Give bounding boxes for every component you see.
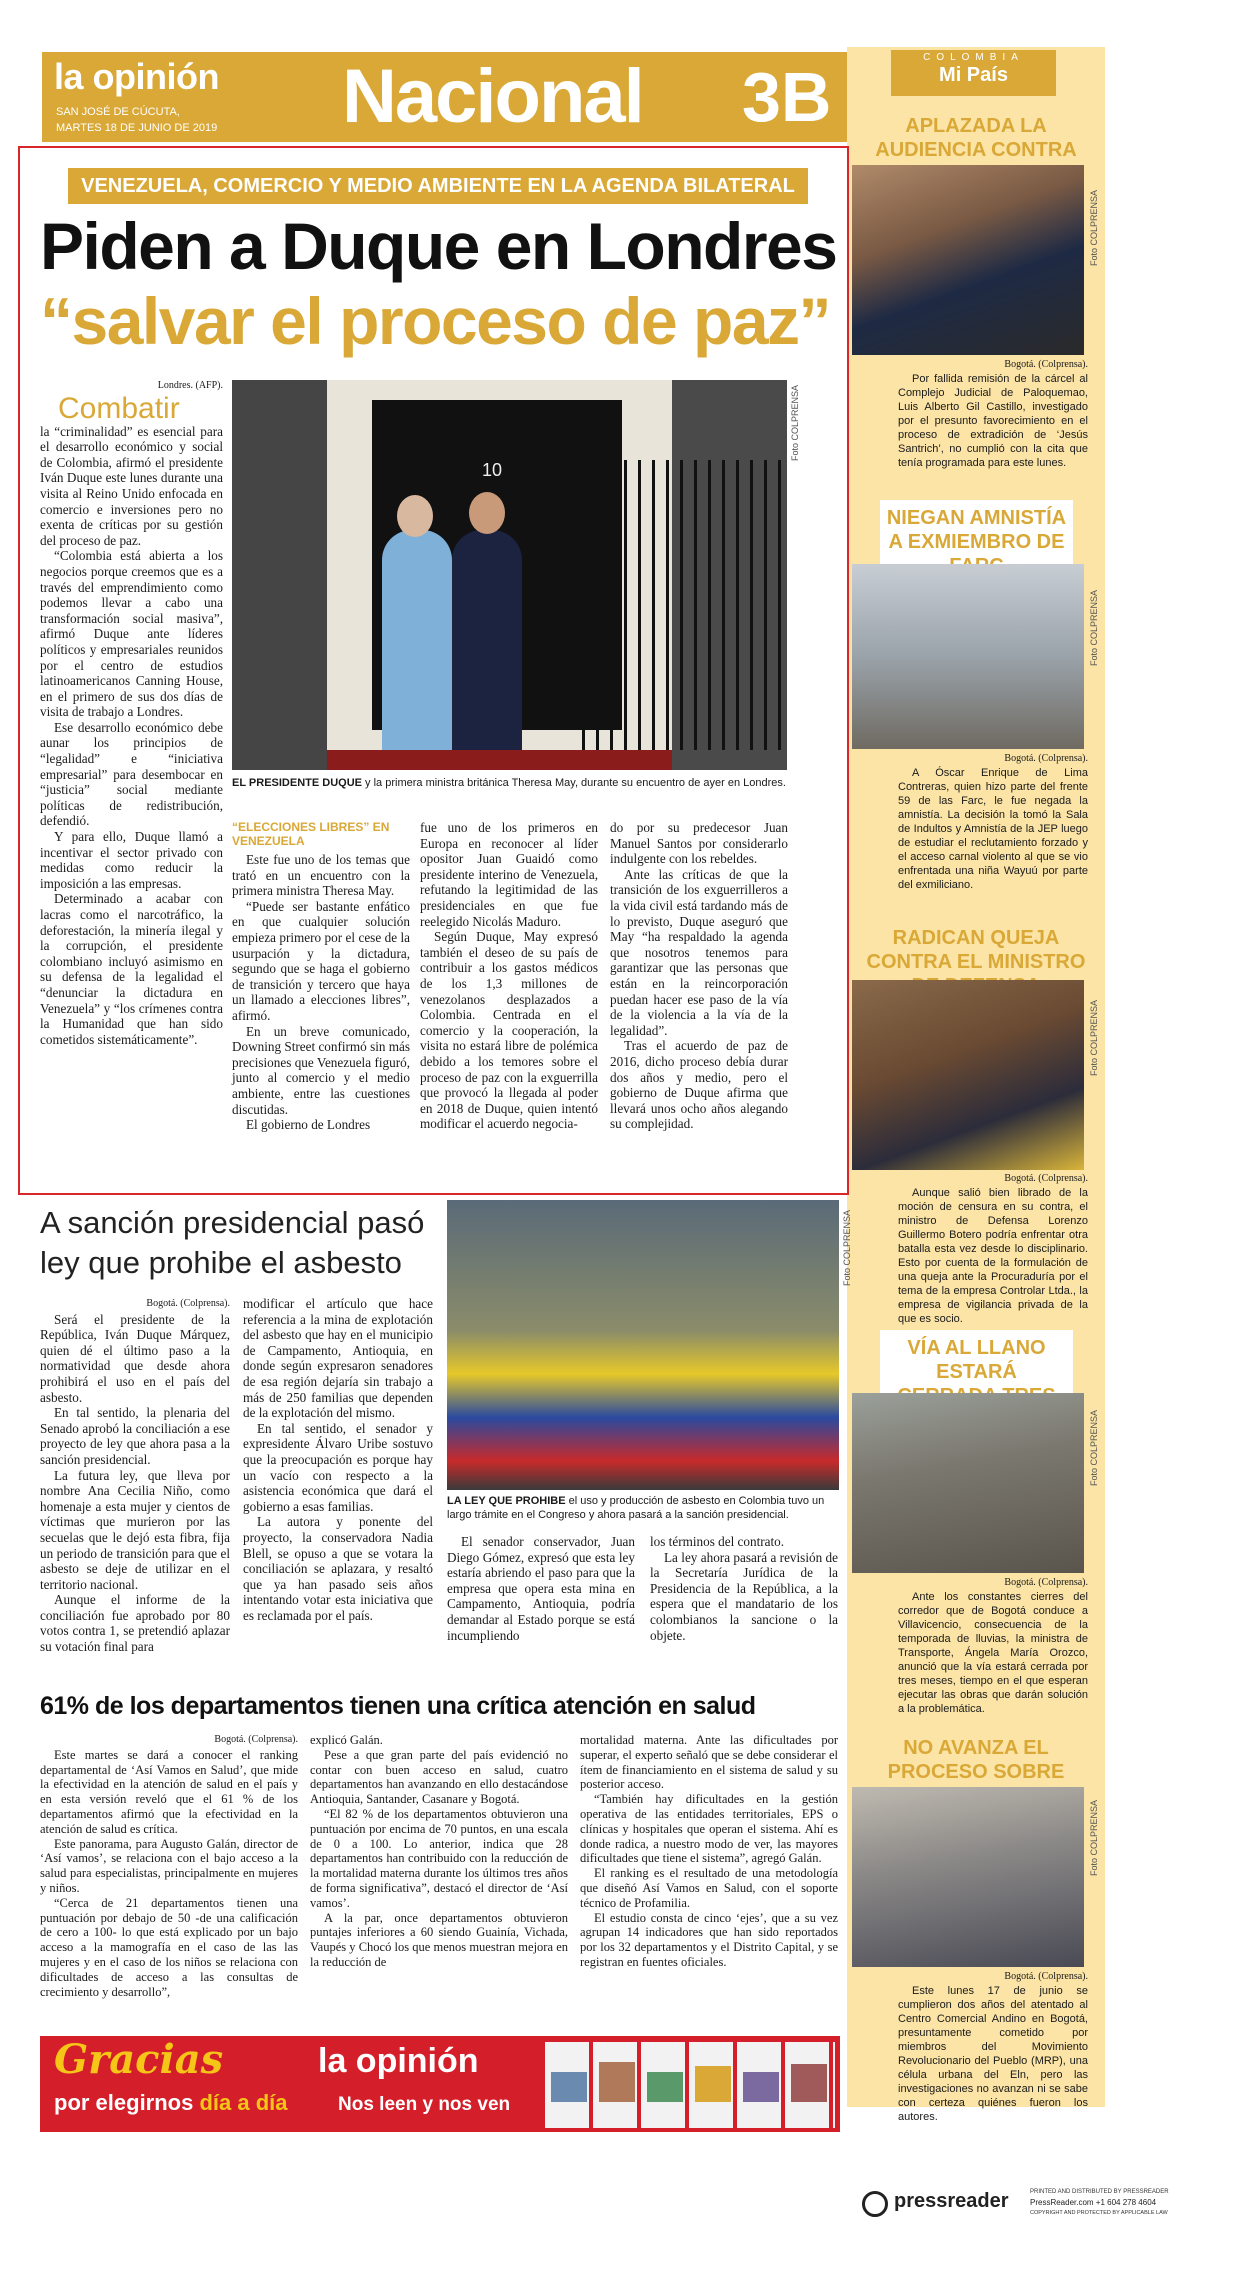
paragraph: Determinado a acabar con lacras como el narcotráfico, la deforestación, la minería ilegal y la corrupción, el presidente colombiano incluyó asimismo en su defensa de la legalidad el “denunciar la dictadura en Venezuela” y “los crímenes contra la Humanidad que han sido cometidos sistemáticamente”. (40, 891, 223, 1047)
lead-column-1 (40, 378, 223, 1047)
dateline: Bogotá. (Colprensa). (1004, 1577, 1088, 1588)
dateline: Bogotá. (Colprensa). (214, 1734, 298, 1745)
caption-bold: LA LEY QUE PROHIBE (447, 1495, 566, 1507)
paragraph: Ese desarrollo económico debe aunar los principios de “legalidad” e “iniciativa empresarial” para desembocar en “justicia” social mediante políticas de redistribución, defendió. (40, 719, 223, 829)
asbestos-photo (447, 1200, 839, 1490)
asbestos-column-4 (650, 1534, 838, 1643)
paragraph: El senador conservador, Juan Diego Gómez, expresó que esta ley estaría abriendo el paso para que la empresa que opera esta mina en Campamento, Antioquia, podría demandar al Estado porque se está incumpliendo (447, 1534, 635, 1643)
paragraph: “Cerca de 21 departamentos tienen una puntuación por debajo de 50 -de una calificación de cero a 100- lo que está explicado por un bajo acceso a la mamografía en el caso de las las mujeres y en el caso de los niños se relaciona con dificultades de acceso a las consultas de crecimiento y desarrollo”, (40, 1895, 298, 1999)
paragraph: Este martes se dará a conocer el ranking departamental de ‘Así Vamos en Salud’, que mide la efectividad en la atención de salud en el país y en esta versión reveló que el 61 % de los departamentos afirmó que la efectividad en la atención de salud es crítica. (40, 1747, 298, 1836)
paragraph: “El 82 % de los departamentos obtuvieron una puntuación por encima de 70 puntos, en una escala de 0 a 100. Lo anterior, indica que 28 departamentos han contribuido con la reducción de la mortalidad materna durante los últimos tres años de forma significativa”, destacó el director de ‘Así vamos’. (310, 1806, 568, 1910)
sidebar-headline: APLAZADA LA AUDIENCIA CONTRA (875, 115, 1077, 161)
sidebar-photo-gil (852, 165, 1084, 355)
paragraph: El estudio consta de cinco ‘ejes’, que a su vez agrupan 14 indicadores que han sido reportados por los 32 departamentos y el Distrito Capital, y se registran en fuentes oficiales. (580, 1910, 838, 1969)
photo-credit: Foto COLPRENSA (842, 1210, 852, 1287)
collage-photo (695, 2066, 731, 2102)
paragraph: El ranking es el resultado de una metodología que diseñó Así Vamos en Salud, con el soporte técnico de Profamilia. (580, 1866, 838, 1910)
paragraph: En tal sentido, la plenaria del Senado aprobó la conciliación a ese proyecto de ley que ahora pasa a la sanción presidencial. (40, 1405, 230, 1467)
sidebar-country: COLOMBIA (923, 52, 1024, 63)
headline-line: A sanción presidencial pasó (40, 1205, 425, 1240)
masthead (42, 52, 847, 142)
sidebar-text (898, 1172, 1088, 1326)
footer-line: PressReader.com +1 604 278 4604 (1030, 2198, 1157, 2207)
paragraph: “Puede ser bastante enfático en que cualquier solución empieza primero por el cese de la usurpación y la dictadura, segundo que se haga el gobierno de transición y tercero que haya un llamado a elecciones libres”, afirmó. (232, 898, 410, 1023)
footer-line: COPYRIGHT AND PROTECTED BY APPLICABLE LAW (1030, 2210, 1168, 2216)
dateline: Londres. (AFP). (157, 380, 223, 391)
paragraph: Y para ello, Duque llamó a incentivar el sector privado con medidas como reducir la imposición a las empresas. (40, 829, 223, 891)
masthead-date: MARTES 18 DE JUNIO DE 2019 (56, 122, 218, 134)
dateline: Bogotá. (Colprensa). (1004, 1173, 1088, 1184)
caption-text: y la primera ministra británica Theresa May, durante su encuentro de ayer en Londres. (362, 777, 786, 789)
sidebar-body: A Óscar Enrique de Lima Contreras, quien hizo parte del frente 59 de las Farc, le fue negada la amnistía. La decisión la tomó la Sala de Indultos y Amnistía de la JEP luego de estudiar el reclutamiento forzado y el acceso carnal violento al que se vio enfrentada una niña Wayuú por parte del exmiliciano. (898, 767, 1088, 891)
lead-column-4 (610, 820, 788, 1132)
paragraph: “Colombia está abierta a los negocios porque creemos que es a través del emprendimiento como podemos llevar a cabo una transformación social masiva”, afirmó Duque ante líderes políticos y empresariales reunidos por el centro de estudios latinoamericanos Canning House, en el primero de sus dos días de visita de trabajo a Londres. (40, 548, 223, 720)
paragraph: El gobierno de Londres (246, 1117, 371, 1133)
ad-logo: la opinión (318, 2042, 479, 2080)
ad-tagline-part: por elegirnos (54, 2090, 200, 2115)
paragraph: Pese a que gran parte del país evidenció no contar con buen acceso en salud, cuatro departamentos han avanzando en ello destacándose Antioquia, Santander, Casanare y Bogotá. (310, 1747, 568, 1807)
sidebar-text (898, 1576, 1088, 1716)
paragraph: En un breve comunicado, Downing Street confirmó sin más precisiones que Venezuela figuró, junto al comercio y el medio ambiente, entre las cuestiones discutidas. (232, 1023, 411, 1117)
drop-word: Combatir (58, 391, 180, 425)
photo-credit: Foto COLPRENSA (1089, 190, 1099, 267)
masthead-city: SAN JOSÉ DE CÚCUTA, (56, 106, 180, 118)
paragraph: mortalidad materna. Ante las dificultades por superar, el experto señaló que se debe considerar el ítem de financiamiento en el sistema de salud y su posterior acceso. (580, 1733, 838, 1792)
sidebar-photo-road (852, 1393, 1084, 1573)
ad-tagline (54, 2090, 288, 2116)
dateline: Bogotá. (Colprensa). (146, 1298, 230, 1309)
footer-line: PRINTED AND DISTRIBUTED BY PRESSREADER (1030, 2189, 1169, 2195)
asbestos-headline (40, 1203, 440, 1283)
photo-credit: Foto COLPRENSA (1089, 590, 1099, 667)
door-number: 10 (482, 460, 503, 480)
sidebar-photo-andino (852, 1787, 1084, 1967)
lead-headline-quote: “salvar el proceso de paz” (40, 284, 831, 358)
paragraph: la “criminalidad” es esencial para el desarrollo económico y social de Colombia, afirmó el presidente Iván Duque este lunes durante una visita al Reino Unido enfocada en comercio e inversiones pero no exenta de críticas por su gestión del proceso de paz. (40, 423, 223, 548)
photo-credit: Foto COLPRENSA (790, 385, 800, 462)
health-column-1 (40, 1733, 298, 1999)
person-may-head (397, 495, 433, 537)
collage-photo (599, 2062, 635, 2102)
lead-column-2 (232, 820, 410, 1133)
headline-line: ley que prohibe el asbesto (40, 1245, 402, 1280)
paragraph: Este fue uno de los temas que trató en un encuentro con la primera ministra Theresa May. (232, 852, 410, 899)
sidebar-headline: NO AVANZA EL PROCESO SOBRE (887, 1737, 1065, 1783)
paragraph: Según Duque, May expresó también el deseo de su país de contribuir a los gastos médicos de los 1,3 millones de venezolanos desplazados a Colombia. Centrada en el comercio y la cooperación, la visita no estará libre de polémica debido a los temores sobre el proceso de paz con la exguerrilla que provocó la llegada al poder en 2018 de Duque, quien intentó modificar el acuerdo negocia- (420, 929, 598, 1132)
page-number: 3B (742, 58, 832, 136)
sidebar-body: Por fallida remisión de la cárcel al Complejo Judicial de Paloquemao, Luis Alberto Gil Castillo, investigado por el presunto favorecimiento en el proceso de extradición de ‘Jesús Santrich’, no cumplió con la cita que tenía programada para este lunes. (898, 373, 1088, 469)
paragraph: La futura ley, que lleva por nombre Ana Cecilia Niño, como homenaje a esta mujer y cientos de víctimas que murieron por las secuelas que le dejó esta fibra, fija un periodo de transición para que el asbesto se deje de utilizar en el territorio nacional. (40, 1467, 230, 1592)
ad-banner[interactable] (40, 2036, 840, 2132)
collage-photo (551, 2072, 587, 2102)
lead-caption (232, 776, 792, 790)
paragraph: A la par, once departamentos obtuvieron puntajes inferiores a 60 siendo Guainía, Vichada, Vaupés y Chocó los que menos muestran mejora en la reducción de (310, 1910, 568, 1969)
lead-column-3 (420, 820, 598, 1132)
paragraph: Aunque el informe de la conciliación fue aprobado por 80 votos contra 1, se pretendió aplazar su votación final para (40, 1592, 230, 1655)
kicker-text: VENEZUELA, COMERCIO Y MEDIO AMBIENTE EN LA AGENDA BILATERAL (81, 175, 795, 197)
ad-newspaper-collage (545, 2042, 835, 2128)
pressreader-footer[interactable] (862, 2187, 1169, 2227)
lead-headline: Piden a Duque en Londres (40, 209, 837, 283)
ad-slogan: Nos leen y nos ven (338, 2094, 511, 2115)
sidebar-body: Este lunes 17 de junio se cumplieron dos años del atentado al Centro Comercial Andino en Bogotá, presuntamente cometido por miembros del Movimiento Revolucionario del Pueblo (MRP), una célula urbana del Eln, pero las investigaciones no avanzan ni se sabe con certeza quiénes fueron los autores. (898, 1985, 1088, 2123)
health-column-2 (310, 1733, 568, 1970)
sidebar-header (891, 50, 1056, 96)
dateline: Bogotá. (Colprensa). (1004, 359, 1088, 370)
photo-credit: Foto COLPRENSA (1089, 1800, 1099, 1877)
paragraph: Ante las críticas de que la transición de los exguerrilleros a la vida civil está tardando más de lo previsto, Duque aseguró que May “ha respaldado la agenda que nosotros tenemos para garantizar que las personas que están en la reincorporación puedan hacer ese paso de la vía de la violencia a la vía de la legalidad”. (610, 866, 788, 1038)
caption-text: el uso y producción de asbesto en Colombia tuvo un largo trámite en el Congreso y ahora pasará a la sanción presidencial. (447, 1495, 825, 1521)
subhead: “ELECCIONES LIBRES” EN VENEZUELA (232, 820, 390, 848)
asbestos-column-3 (447, 1534, 635, 1643)
collage-photo (791, 2064, 827, 2102)
ad-tagline-accent: día a día (199, 2090, 288, 2115)
caption-bold: EL PRESIDENTE DUQUE (232, 777, 362, 789)
paragraph: fue uno de los primeros en Europa en reconocer al líder opositor Juan Guaidó como presidente interino de Venezuela, refutando la legitimidad de las presidenciales en que fue reelegido Nicolás Maduro. (420, 820, 598, 929)
paragraph: La autora y ponente del proyecto, la conservadora Nadia Blell, se opuso a que se votara la conciliación se aplazara, y resaltó que ya han pasado seis años intentando votar esta iniciativa que es reclamada por el país. (243, 1514, 433, 1623)
railings (582, 460, 787, 750)
person-duque (452, 530, 522, 760)
sidebar-headline: NIEGAN AMNISTÍA A EXMIEMBRO DE (880, 500, 1073, 566)
paragraph: Será el presidente de la República, Iván Duque Márquez, quien dé el último paso a la normatividad que desde ahora prohibirá el uso en el país del asbesto. (40, 1311, 230, 1405)
sidebar-body: Aunque salió bien librado de la moción de censura en su contra, el ministro de Defensa Lorenzo Guillermo Botero podría enfrentar otra batalla esta vez desde lo disciplinario. Esto por cuenta de la formulación de una queja ante la Procuraduría por el tema de la empresa Controlar Ltda., la empresa de vigilancia privada de la que es socio. (898, 1187, 1088, 1325)
sidebar-photo-jep (852, 564, 1084, 749)
sidebar-headline: RADICAN QUEJA CONTRA EL MINISTRO (866, 927, 1086, 973)
paragraph: explicó Galán. (310, 1733, 383, 1747)
paragraph: “También hay dificultades en la gestión operativa de las entidades territoriales, EPS o clínicas y hospitales que operan el sistema. Ahí es donde radica, a nuestro modo de ver, las mayores dificultades que tiene el sistema”, agregó Galán. (580, 1792, 838, 1866)
health-headline: 61% de los departamentos tienen una crítica atención en salud (40, 1692, 756, 1720)
asbestos-caption (447, 1494, 839, 1522)
person-duque-head (469, 492, 505, 534)
photo-credit: Foto COLPRENSA (1089, 1000, 1099, 1077)
lead-kicker (68, 168, 808, 204)
person-may (382, 530, 452, 755)
sidebar-headline: VÍA AL LLANO ESTARÁ (880, 1330, 1073, 1396)
asbestos-column-1 (40, 1296, 230, 1655)
paragraph: Este panorama, para Augusto Galán, director de ‘Así vamos’, se relaciona con el bajo acceso a la salud para especialistas, principalmente en mujeres y niños. (40, 1836, 298, 1895)
sidebar-body: Ante los constantes cierres del corredor que de Bogotá conduce a Villavicencio, consecuencia de la temporada de lluvias, la ministra de Transporte, Ángela María Orozco, anunció que la vía estará cerrada por tres meses, tiempo en el que esperan ejecutar las obras que darán solución a la problemática. (898, 1591, 1088, 1715)
section-title: Nacional (342, 54, 643, 139)
paragraph: modificar el artículo que hace referencia a la mina de explotación del asbesto que hay en el municipio de Campamento, Antioquia, en donde según expresaron senadores de esa región dejaría sin trabajo a más de 250 familias que dependen de la explotación del mismo. (243, 1296, 433, 1421)
sidebar-title: Mi País (939, 64, 1008, 86)
health-column-3 (580, 1733, 838, 1970)
lead-photo (232, 380, 787, 770)
sidebar-text (898, 752, 1088, 892)
photo-credit: Foto COLPRENSA (1089, 1410, 1099, 1487)
pressreader-logo-icon (862, 2191, 888, 2217)
sidebar-photo-minister (852, 980, 1084, 1170)
doorstep (327, 750, 672, 770)
dateline: Bogotá. (Colprensa). (1004, 753, 1088, 764)
masthead-logo: la opinión (54, 56, 219, 97)
paragraph: Tras el acuerdo de paz de 2016, dicho proceso debía durar dos años y medio, pero el gobierno de Duque afirma que llevará unos ocho años alegando su complejidad. (610, 1038, 788, 1132)
paragraph: En tal sentido, el senador y expresidente Álvaro Uribe sostuvo que la preocupación es porque hay un vacío con respecto a la asistencia económica que dará el gobierno a esas familias. (243, 1420, 433, 1514)
sidebar-text (898, 358, 1088, 470)
ad-gracias: Gracias (54, 2036, 224, 2083)
paragraph: do por su predecesor Juan Manuel Santos por considerarlo indulgente con los rebeldes. (610, 820, 788, 867)
pressreader-brand: pressreader (894, 2190, 1009, 2212)
asbestos-column-2 (243, 1296, 433, 1623)
collage-photo (647, 2072, 683, 2102)
collage-photo (743, 2072, 779, 2102)
paragraph: La ley ahora pasará a revisión de la Secretaría Jurídica de la Presidencia de la República, a la espera que el mandatario de los colombianos la sancione o la objete. (650, 1549, 838, 1643)
dateline: Bogotá. (Colprensa). (1004, 1971, 1088, 1982)
brick-wall-left (232, 380, 327, 770)
sidebar-text (898, 1970, 1088, 2124)
paragraph: los términos del contrato. (650, 1534, 785, 1549)
